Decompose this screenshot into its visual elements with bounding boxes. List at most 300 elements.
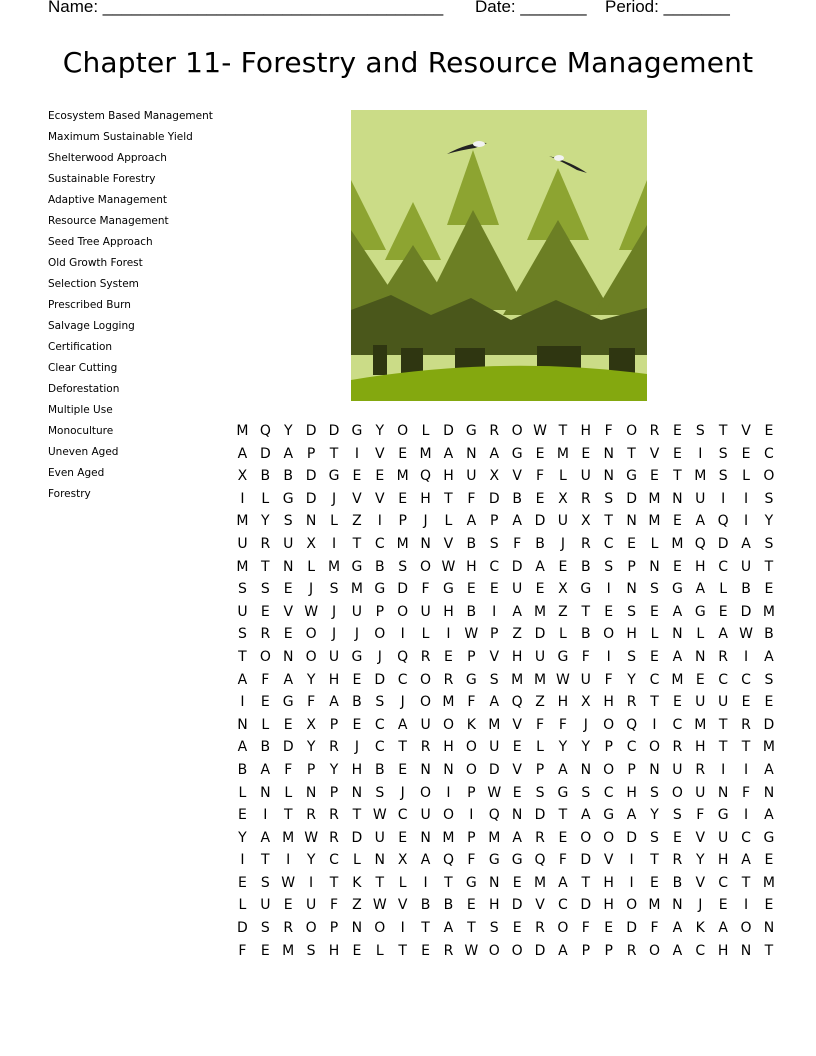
- grid-letter: H: [717, 942, 729, 959]
- grid-letter: T: [558, 807, 568, 824]
- word-list-item: Uneven Aged: [48, 446, 119, 458]
- forest-illustration: [351, 110, 647, 401]
- grid-letter: U: [534, 648, 546, 665]
- grid-letter: D: [511, 558, 523, 575]
- grid-letter: D: [534, 942, 546, 959]
- grid-letter: G: [717, 807, 729, 824]
- grid-letter: H: [694, 558, 706, 575]
- grid-letter: I: [743, 807, 749, 824]
- grid-letter: A: [672, 920, 683, 937]
- grid-letter: N: [282, 648, 294, 665]
- grid-letter: E: [398, 490, 408, 507]
- grid-letter: R: [672, 739, 683, 756]
- grid-letter: H: [694, 739, 706, 756]
- grid-letter: U: [489, 739, 500, 756]
- grid-letter: H: [626, 784, 637, 801]
- grid-letter: U: [420, 603, 431, 620]
- grid-letter: S: [650, 784, 659, 801]
- grid-letter: L: [719, 581, 728, 598]
- grid-letter: J: [331, 490, 337, 507]
- grid-letter: O: [740, 920, 752, 937]
- grid-letter: I: [309, 874, 314, 891]
- grid-letter: Z: [512, 626, 522, 643]
- grid-letter: A: [512, 513, 522, 530]
- grid-letter: V: [283, 603, 294, 620]
- grid-letter: T: [558, 423, 568, 439]
- grid-letter: E: [512, 874, 522, 891]
- grid-letter: D: [534, 626, 546, 643]
- grid-letter: E: [764, 897, 774, 914]
- grid-letter: I: [446, 784, 451, 801]
- grid-letter: J: [400, 784, 405, 801]
- grid-letter: P: [467, 648, 476, 665]
- grid-letter: N: [580, 761, 592, 778]
- grid-letter: F: [421, 581, 430, 598]
- grid-letter: H: [351, 761, 363, 778]
- grid-letter: N: [603, 445, 614, 462]
- grid-letter: L: [559, 468, 567, 485]
- grid-letter: F: [604, 671, 613, 688]
- grid-letter: F: [329, 897, 339, 914]
- grid-letter: S: [535, 784, 545, 801]
- grid-letter: B: [237, 761, 248, 778]
- grid-letter: B: [443, 897, 454, 914]
- grid-letter: B: [374, 558, 385, 575]
- grid-letter: E: [741, 445, 751, 462]
- grid-letter: E: [764, 581, 774, 598]
- name-field: Name: ____________________________________: [48, 0, 444, 16]
- grid-letter: I: [629, 874, 634, 891]
- grid-letter: C: [626, 739, 637, 756]
- grid-letter: V: [741, 423, 751, 439]
- grid-letter: A: [718, 920, 728, 937]
- grid-letter: E: [741, 694, 751, 711]
- grid-letter: T: [352, 535, 362, 552]
- grid-letter: M: [236, 423, 249, 439]
- grid-letter: H: [443, 603, 454, 620]
- grid-letter: M: [396, 468, 409, 485]
- grid-letter: D: [740, 603, 752, 620]
- grid-letter: P: [398, 513, 407, 530]
- page-title: Chapter 11- Forestry and Resource Management: [62, 46, 754, 79]
- grid-letter: D: [282, 739, 294, 756]
- grid-letter: I: [743, 897, 749, 914]
- grid-letter: E: [764, 423, 774, 439]
- grid-letter: O: [648, 942, 660, 959]
- grid-letter: I: [263, 807, 268, 824]
- grid-letter: R: [420, 739, 431, 756]
- grid-letter: J: [423, 513, 428, 530]
- grid-letter: Y: [306, 852, 316, 869]
- grid-letter: E: [718, 897, 728, 914]
- grid-letter: O: [511, 942, 523, 959]
- grid-letter: C: [558, 897, 568, 914]
- grid-letter: E: [283, 581, 293, 598]
- grid-letter: E: [558, 829, 568, 846]
- grid-letter: L: [375, 942, 384, 959]
- grid-letter: Q: [420, 468, 432, 485]
- grid-letter: M: [511, 671, 524, 688]
- grid-letter: W: [739, 626, 753, 643]
- grid-letter: R: [649, 423, 660, 439]
- grid-letter: I: [377, 513, 382, 530]
- grid-letter: M: [442, 829, 455, 846]
- grid-letter: U: [718, 694, 729, 711]
- grid-letter: A: [283, 671, 294, 688]
- grid-letter: W: [555, 671, 570, 688]
- grid-letter: B: [420, 897, 431, 914]
- grid-letter: D: [374, 671, 386, 688]
- grid-letter: A: [237, 671, 248, 688]
- grid-letter: D: [717, 535, 729, 552]
- grid-letter: E: [672, 513, 682, 530]
- grid-letter: N: [695, 648, 706, 665]
- grid-letter: E: [260, 603, 270, 620]
- grid-letter: Z: [535, 694, 545, 711]
- grid-letter: C: [374, 535, 385, 552]
- grid-letter: R: [283, 920, 294, 937]
- grid-letter: J: [377, 648, 382, 665]
- grid-letter: C: [489, 558, 500, 575]
- grid-letter: W: [304, 829, 319, 846]
- grid-letter: R: [329, 807, 339, 824]
- grid-letter: Y: [581, 739, 591, 756]
- grid-letter: A: [397, 716, 408, 733]
- grid-letter: O: [465, 761, 477, 778]
- grid-letter: O: [580, 829, 592, 846]
- grid-letter: Q: [534, 852, 546, 869]
- grid-letter: X: [306, 716, 316, 733]
- grid-letter: M: [671, 671, 684, 688]
- grid-letter: U: [328, 648, 340, 665]
- grid-letter: X: [558, 490, 568, 507]
- grid-letter: V: [649, 445, 660, 462]
- grid-letter: R: [443, 671, 454, 688]
- grid-letter: H: [626, 626, 637, 643]
- grid-letter: L: [261, 716, 270, 733]
- grid-letter: U: [237, 535, 248, 552]
- grid-letter: S: [306, 942, 316, 959]
- grid-letter: E: [375, 468, 385, 485]
- grid-letter: Q: [717, 513, 729, 530]
- grid-letter: A: [626, 807, 637, 824]
- grid-letter: E: [352, 671, 362, 688]
- grid-letter: M: [533, 671, 547, 688]
- grid-letter: R: [535, 920, 545, 937]
- grid-letter: Y: [764, 513, 774, 530]
- grid-letter: E: [672, 423, 682, 439]
- grid-letter: I: [469, 807, 474, 824]
- grid-letter: E: [398, 445, 408, 462]
- grid-letter: H: [443, 739, 454, 756]
- grid-letter: F: [535, 716, 545, 733]
- grid-letter: O: [305, 648, 317, 665]
- grid-letter: E: [650, 603, 659, 620]
- word-search-grid: [231, 420, 780, 962]
- grid-letter: Q: [397, 648, 409, 665]
- grid-letter: C: [329, 852, 339, 869]
- grid-letter: P: [467, 784, 476, 801]
- grid-letter: V: [695, 829, 706, 846]
- word-list-item: Old Growth Forest: [48, 257, 143, 269]
- grid-letter: G: [488, 852, 500, 869]
- grid-letter: B: [260, 468, 271, 485]
- grid-letter: O: [763, 468, 775, 485]
- grid-letter: S: [581, 784, 591, 801]
- word-list-item: Ecosystem Based Management: [48, 110, 213, 122]
- grid-letter: G: [465, 423, 477, 439]
- grid-letter: U: [557, 513, 569, 530]
- grid-letter: T: [604, 513, 613, 530]
- grid-letter: B: [466, 603, 477, 620]
- grid-letter: M: [694, 716, 707, 733]
- grid-letter: O: [511, 423, 523, 439]
- grid-letter: N: [351, 784, 363, 801]
- grid-letter: O: [442, 807, 454, 824]
- grid-letter: R: [580, 490, 591, 507]
- grid-letter: V: [512, 468, 522, 485]
- grid-letter: E: [260, 694, 270, 711]
- grid-letter: M: [282, 829, 295, 846]
- grid-letter: G: [465, 671, 477, 688]
- grid-letter: F: [238, 942, 247, 959]
- grid-letter: P: [535, 761, 545, 778]
- grid-letter: P: [306, 761, 316, 778]
- grid-letter: T: [375, 874, 385, 891]
- grid-letter: Y: [695, 852, 705, 869]
- grid-letter: U: [512, 581, 523, 598]
- word-list-item: Prescribed Burn: [48, 299, 131, 311]
- grid-letter: O: [648, 739, 660, 756]
- grid-letter: J: [309, 581, 314, 598]
- grid-letter: E: [672, 829, 682, 846]
- grid-letter: F: [467, 852, 476, 869]
- grid-letter: A: [764, 761, 774, 778]
- grid-letter: C: [718, 874, 729, 891]
- grid-letter: J: [400, 694, 405, 711]
- grid-letter: O: [626, 423, 638, 439]
- grid-letter: T: [398, 942, 407, 959]
- grid-letter: V: [375, 445, 385, 462]
- grid-letter: I: [331, 535, 337, 552]
- grid-letter: L: [421, 626, 430, 643]
- grid-letter: E: [604, 603, 614, 620]
- grid-letter: I: [629, 852, 634, 869]
- grid-letter: P: [627, 558, 636, 575]
- grid-letter: I: [743, 648, 749, 665]
- grid-letter: G: [511, 852, 523, 869]
- grid-letter: B: [535, 535, 545, 552]
- grid-letter: E: [283, 716, 293, 733]
- grid-letter: W: [281, 874, 296, 891]
- grid-letter: Y: [261, 513, 270, 530]
- grid-letter: A: [260, 829, 271, 846]
- grid-letter: E: [283, 897, 293, 914]
- word-list-item: Selection System: [48, 278, 139, 290]
- grid-letter: K: [695, 920, 705, 937]
- grid-letter: G: [511, 445, 523, 462]
- grid-letter: N: [420, 761, 431, 778]
- grid-letter: T: [329, 445, 339, 462]
- grid-letter: M: [671, 535, 684, 552]
- grid-letter: M: [556, 445, 569, 462]
- grid-letter: U: [260, 897, 271, 914]
- grid-letter: D: [534, 807, 546, 824]
- grid-letter: I: [606, 581, 611, 598]
- grid-letter: O: [397, 423, 409, 439]
- grid-letter: A: [764, 807, 774, 824]
- grid-letter: T: [741, 739, 751, 756]
- grid-letter: T: [718, 739, 728, 756]
- grid-letter: P: [375, 603, 385, 620]
- grid-letter: C: [374, 716, 385, 733]
- grid-letter: S: [672, 807, 682, 824]
- grid-letter: F: [581, 920, 590, 937]
- grid-letter: C: [718, 671, 729, 688]
- grid-letter: B: [352, 694, 362, 711]
- grid-letter: U: [374, 829, 385, 846]
- grid-letter: L: [330, 513, 338, 530]
- grid-letter: S: [375, 694, 385, 711]
- grid-letter: Y: [238, 829, 247, 846]
- grid-letter: G: [671, 581, 683, 598]
- grid-letter: S: [489, 920, 499, 937]
- grid-letter: Y: [306, 739, 316, 756]
- grid-letter: A: [558, 761, 568, 778]
- grid-letter: O: [465, 739, 477, 756]
- grid-letter: J: [698, 897, 703, 914]
- grid-letter: E: [352, 468, 362, 485]
- grid-letter: P: [306, 445, 316, 462]
- grid-letter: A: [237, 445, 248, 462]
- grid-letter: O: [374, 920, 386, 937]
- grid-letter: U: [695, 490, 706, 507]
- grid-letter: G: [580, 581, 592, 598]
- grid-letter: M: [533, 603, 547, 620]
- grid-letter: S: [398, 558, 408, 575]
- grid-letter: B: [374, 761, 385, 778]
- grid-letter: A: [558, 874, 568, 891]
- grid-letter: J: [560, 535, 565, 552]
- grid-letter: R: [626, 942, 637, 959]
- grid-letter: L: [650, 626, 659, 643]
- grid-letter: G: [557, 784, 569, 801]
- grid-letter: L: [559, 626, 567, 643]
- grid-letter: S: [283, 513, 293, 530]
- grid-letter: H: [328, 671, 340, 688]
- grid-letter: F: [650, 920, 659, 937]
- word-list-item: Monoculture: [48, 425, 114, 437]
- grid-letter: D: [626, 829, 637, 846]
- grid-letter: N: [672, 897, 683, 914]
- grid-letter: Y: [283, 423, 293, 439]
- grid-letter: L: [307, 558, 316, 575]
- grid-letter: U: [466, 468, 477, 485]
- grid-letter: A: [512, 603, 522, 620]
- grid-letter: D: [351, 829, 363, 846]
- grid-letter: D: [488, 490, 500, 507]
- grid-letter: C: [397, 807, 408, 824]
- grid-letter: N: [740, 942, 752, 959]
- grid-letter: N: [672, 490, 683, 507]
- grid-letter: O: [603, 716, 615, 733]
- grid-letter: O: [557, 920, 569, 937]
- grid-letter: O: [397, 603, 409, 620]
- grid-letter: H: [603, 694, 614, 711]
- grid-letter: C: [695, 942, 706, 959]
- grid-letter: I: [400, 920, 405, 937]
- grid-letter: G: [465, 874, 477, 891]
- grid-letter: C: [764, 445, 774, 462]
- grid-letter: L: [650, 535, 659, 552]
- grid-letter: E: [695, 671, 705, 688]
- word-list-item: Seed Tree Approach: [48, 236, 153, 248]
- word-list-item: Deforestation: [48, 383, 120, 395]
- word-list-item: Even Aged: [48, 467, 105, 479]
- grid-letter: T: [718, 423, 728, 439]
- grid-letter: E: [535, 445, 545, 462]
- grid-letter: T: [764, 558, 774, 575]
- grid-letter: M: [488, 829, 501, 846]
- grid-letter: Z: [352, 513, 362, 530]
- word-list-item: Shelterwood Approach: [48, 152, 167, 164]
- grid-letter: F: [558, 852, 567, 869]
- grid-letter: S: [718, 445, 728, 462]
- grid-letter: R: [718, 648, 729, 665]
- forest-image: [351, 110, 647, 401]
- grid-letter: U: [695, 694, 706, 711]
- grid-letter: N: [489, 874, 500, 891]
- grid-letter: G: [282, 490, 294, 507]
- grid-letter: V: [512, 761, 522, 778]
- grid-letter: L: [536, 739, 544, 756]
- grid-letter: A: [718, 626, 728, 643]
- grid-letter: E: [718, 603, 728, 620]
- grid-letter: U: [718, 829, 729, 846]
- grid-letter: I: [423, 874, 428, 891]
- grid-letter: M: [236, 558, 249, 575]
- period-field: Period: _______: [605, 0, 730, 16]
- grid-letter: F: [535, 468, 545, 485]
- grid-letter: K: [466, 716, 476, 733]
- grid-letter: V: [352, 490, 362, 507]
- grid-letter: R: [329, 829, 339, 846]
- grid-letter: N: [511, 807, 523, 824]
- grid-letter: A: [283, 445, 294, 462]
- grid-letter: L: [696, 626, 705, 643]
- grid-letter: A: [489, 694, 500, 711]
- grid-letter: S: [238, 626, 247, 643]
- grid-letter: M: [282, 942, 295, 959]
- grid-letter: O: [374, 626, 386, 643]
- word-list-item: Sustainable Forestry: [48, 173, 156, 185]
- word-list-item: Certification: [48, 341, 113, 353]
- grid-letter: O: [420, 784, 432, 801]
- grid-letter: I: [240, 694, 245, 711]
- word-list-item: Maximum Sustainable Yield: [48, 131, 193, 143]
- grid-letter: D: [305, 423, 317, 439]
- grid-letter: O: [671, 784, 683, 801]
- grid-letter: W: [372, 897, 387, 914]
- grid-letter: I: [743, 490, 749, 507]
- grid-letter: N: [672, 626, 683, 643]
- word-list-item: Adaptive Management: [48, 194, 167, 206]
- grid-letter: K: [352, 874, 362, 891]
- grid-letter: T: [764, 942, 774, 959]
- grid-letter: T: [581, 874, 591, 891]
- grid-letter: T: [352, 807, 362, 824]
- grid-letter: U: [283, 535, 294, 552]
